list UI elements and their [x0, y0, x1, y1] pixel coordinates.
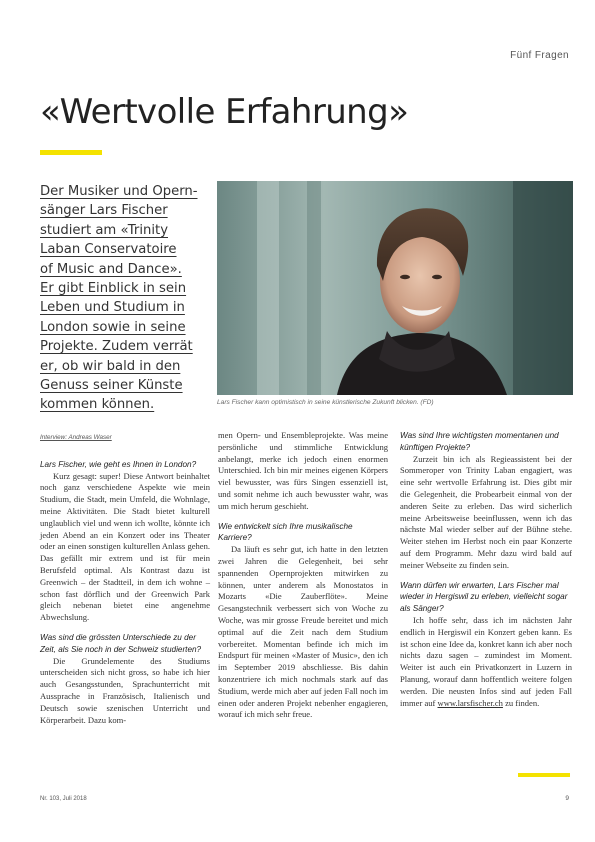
lead-line: Er gibt Einblick in sein — [40, 281, 187, 297]
answer-1: Kurz gesagt: super! Diese Antwort beinhaltet noch ganz verschiedene Aspekte wie mein Studium, die Stadt, mein Umfeld, die Wohnlage, meine Aktivitäten. Die Stadt bietet kulturell unglaublich viel und wenn ich wollte, könnte ich jeden Abend an ein Konzert oder ins Theater oder an einen sonstigen kulturellen Anlass gehen. Das gefällt mir extrem und ist für mein Berufsfeld optimal. Als Kontrast dazu ist Greenwich – der Stadtteil, in dem ich wohne – schon fast dörflich und der Greenwich Park gleich nebenan bietet eine angenehme Abwechslung. — [40, 470, 210, 623]
question-3: Wie entwickelt sich Ihre musikalische Karriere? — [218, 521, 353, 543]
text-column-2 — [218, 430, 388, 721]
byline: Interview: Andreas Waser — [40, 434, 112, 441]
portrait-image — [217, 181, 573, 395]
lead-line: sänger Lars Fischer — [40, 203, 168, 219]
answer-2: Die Grundelemente des Studiums unterscheiden sich nicht gross, so habe ich hier auch Gesangsstunden, Sprachunterricht mit Aussprache in Französisch, Italienisch und Deutsch sowie szenischen Unterricht und Körperarbeit. Dazu kom- — [40, 655, 210, 725]
lead-line: Laban Conservatoire — [40, 242, 177, 258]
photo-caption: Lars Fischer kann optimistisch in seine künstlerische Zukunft blicken. (FD) — [217, 399, 434, 406]
lead-line: London sowie in seine — [40, 319, 186, 335]
answer-5-text: Ich hoffe sehr, dass ich im nächsten Jahr endlich in Hergiswil ein Konzert geben kann. Es ist schon eine Idee da, konkret kann ich aber noch nichts dazu sagen – zumindest im Moment. Weiter ist auch ein Privatkonzert in Luzern in Planung, worauf dann hoffentlich weitere folgen werden. Die neusten Infos sind auf jeden Fall immer auf — [400, 614, 572, 708]
lead-paragraph — [40, 182, 208, 415]
lead-line: of Music and Dance». — [40, 261, 182, 277]
answer-5-end: zu finden. — [502, 697, 540, 708]
section-label: Fünf Fragen — [510, 50, 569, 61]
page-number: 9 — [565, 795, 569, 802]
lead-line: Genuss seiner Künste — [40, 378, 183, 394]
question-2: Was sind die grössten Unterschiede zu der Zeit, als Sie noch in der Schweiz studierten? — [40, 632, 202, 654]
question-4: Was sind Ihre wichtigsten momentanen und künftigen Projekte? — [400, 431, 559, 452]
lead-line: er, ob wir bald in den — [40, 358, 181, 374]
question-5: Wann dürfen wir erwarten, Lars Fischer mal wieder in Hergiswil zu erleben, vielleicht sogar als Sänger? — [400, 580, 568, 614]
answer-5 — [400, 615, 572, 709]
answer-3: Da läuft es sehr gut, ich hatte in den letzten zwei Jahren die Gelegenheit, bei sehr spannenden Opernprojekten mitwirken zu können, unter anderem als Monostatos in Mozarts «Die Zauberflöte». Meine Gesangstechnik verbessert sich von Woche zu Woche, was mir grosse Freude bereitet und mich optimal auf die Zeit nach dem Studium vorbereitet. Momentan befinde ich mich im Endspurt für meinen «Master of Music», den ich im September 2019 abschliesse. Bis dahin konzentriere ich mich nochmals stark auf das Studium, werde mich aber auf jeden Fall noch im einen oder anderen Projekt nebenher engagieren, worauf ich mich sehr freue. — [218, 544, 388, 720]
text-column-1 — [40, 432, 210, 726]
answer-4: Zurzeit bin ich als Regieassistent bei der Sommeroper von Trinity Laban engagiert, was eine sehr wertvolle Erfahrung ist. Dies gibt mir die Gelegenheit, die Probearbeit einmal von der anderen Seite zu erleben. Das wird sicherlich meine Arbeitsweise beeinflussen, wenn ich das nächste Mal wieder selber auf der Bühne stehe. Weiter stehen im Herbst noch ein paar Konzerte auf dem Programm. Mehr dazu wird bald auf meiner Webseite zu finden sein. — [400, 453, 572, 570]
lead-line: Leben und Studium in — [40, 300, 185, 316]
website-link[interactable]: www.larsfischer.ch — [437, 697, 503, 708]
text-column-3 — [400, 430, 572, 709]
lead-line: Projekte. Zudem verrät — [40, 339, 193, 355]
article-end-bar — [518, 773, 570, 777]
question-1: Lars Fischer, wie geht es Ihnen in London? — [40, 459, 197, 469]
article-headline: «Wertvolle Erfahrung» — [40, 92, 409, 132]
lead-line: kommen können. — [40, 397, 155, 413]
portrait-photo — [217, 181, 573, 395]
issue-info: Nr. 103, Juli 2018 — [40, 796, 87, 802]
answer-2-continued: men Opern- und Ensembleprojekte. Was meine persönliche und stimmliche Entwicklung anbelangt, merke ich jedoch einen enormen Unterschied. Ich bin mir meines eigenen Körpers viel bewusster, was fürs Singen essenziell ist, und somit nehme ich auch bewusster wahr, was um mich herum geschieht. — [218, 430, 388, 511]
lead-line: Der Musiker und Opern- — [40, 184, 198, 199]
lead-line: studiert am «Trinity — [40, 222, 168, 238]
headline-accent-bar — [40, 150, 102, 155]
